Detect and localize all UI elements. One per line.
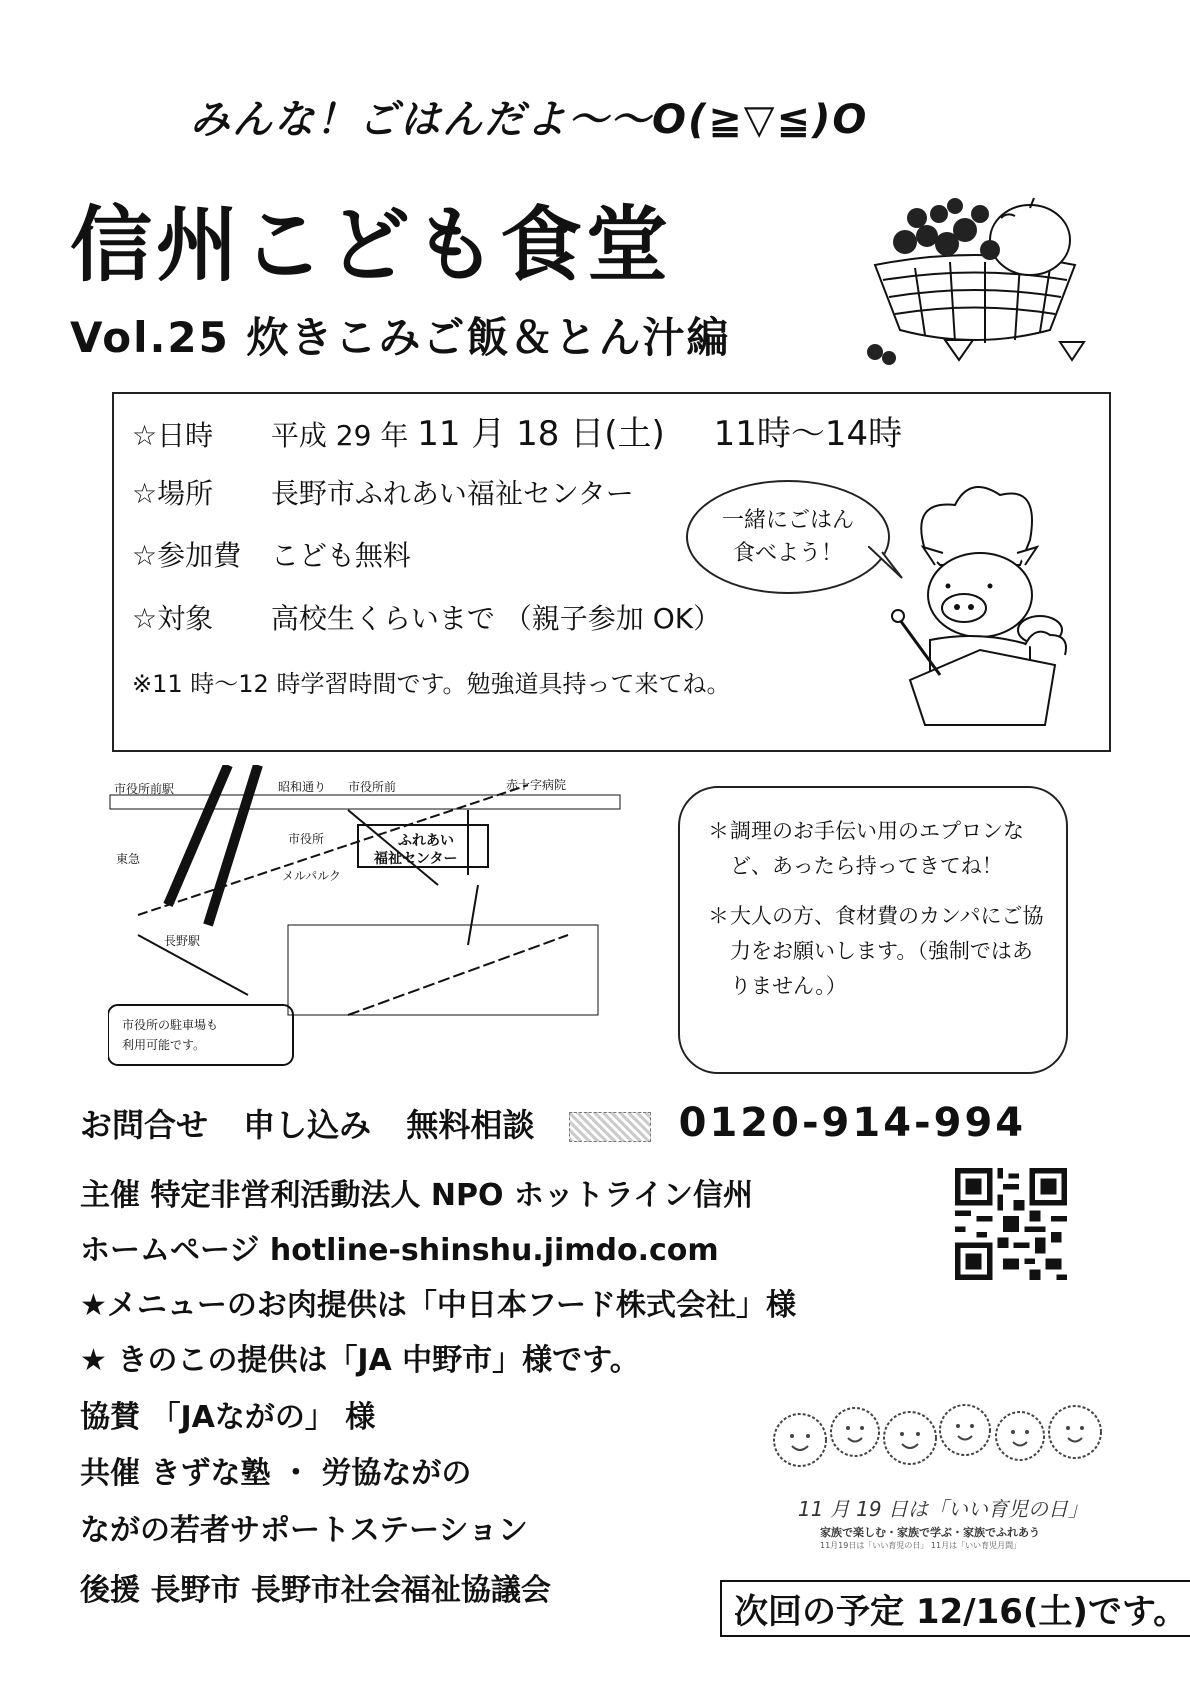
target-label: ☆対象 (132, 602, 214, 635)
place-row (132, 472, 634, 512)
map-label-hospital: 赤十字病院 (506, 778, 567, 792)
map-parking-note-1: 市役所の駐車場も (122, 1018, 219, 1032)
contact-consult: 無料相談 (406, 1106, 535, 1144)
support-line: 後援 長野市 長野市社会福祉協議会 (80, 1573, 551, 1608)
event-time: 11時～14時 (713, 414, 903, 454)
mushroom-sponsor-line: ★ きのこの提供は「JA 中野市」様です。 (80, 1343, 640, 1378)
access-map (108, 765, 623, 1070)
fruit-basket-illustration (855, 180, 1095, 370)
bubble-line-2: 食べよう！ (732, 541, 843, 566)
subtitle: Vol.25 炊きこみご飯＆とん汁編 (70, 313, 731, 362)
map-label-showa-street: 昭和通り (278, 780, 327, 794)
ikuji-day-title: 11 月 19 日は「いい育児の日」 (798, 1497, 1088, 1521)
map-label-tokyu: 東急 (116, 852, 141, 866)
target-row (132, 597, 721, 637)
fee-value: こども無料 (270, 539, 411, 572)
target-value: 高校生くらいまで （親子参加 OK） (270, 602, 722, 635)
free-dial-logo-icon (569, 1112, 651, 1142)
organizer-line: 主催 特定非営利活動法人 NPO ホットライン信州 (80, 1178, 754, 1213)
sponsor-line: 協賛 「JAながの」 様 (80, 1400, 376, 1435)
fee-label: ☆参加費 (132, 539, 242, 572)
tagline: みんな！ごはんだよ～～O(≧▽≦)O (190, 97, 869, 143)
note-apron-text: 調理のお手伝い用のエプロンなど、あったら持ってきてね！ (730, 819, 1024, 878)
homepage-line[interactable]: ホームページ hotline-shinshu.jimdo.com (80, 1233, 719, 1268)
map-label-station-top: 市役所前駅 (114, 782, 175, 796)
note-mark: ＊ (708, 819, 729, 843)
meat-sponsor-line: ★メニューのお肉提供は「中日本フード株式会社」様 (80, 1288, 796, 1323)
page-title: 信州こども食堂 (70, 198, 673, 293)
notes-box (678, 786, 1068, 1074)
date-row (132, 406, 902, 455)
ikuji-day-subtitle: 家族で楽しむ・家族で学ぶ・家族でふれあう (820, 1526, 1040, 1539)
cohost-line-2: ながの若者サポートステーション (80, 1513, 528, 1548)
speech-bubble (686, 480, 890, 594)
map-center-line-1: ふれあい (398, 833, 454, 849)
date-label: ☆日時 (132, 419, 214, 452)
bubble-line-1: 一緒にごはん (721, 508, 854, 533)
contact-line (80, 1100, 1050, 1146)
fee-row (132, 534, 411, 574)
study-note: ※11 時～12 時学習時間です。勉強道具持って来てね。 (132, 670, 731, 698)
next-event: 次回の予定 12/16(土)です。 (720, 1580, 1190, 1637)
cohost-line-1: 共催 きずな塾 ・ 労協ながの (80, 1456, 472, 1491)
map-label-city-hall: 市役所 (288, 832, 325, 846)
qr-code-icon[interactable] (955, 1168, 1067, 1280)
map-label-city-hall-front: 市役所前 (348, 780, 397, 794)
date-prefix: 平成 29 年 (270, 419, 409, 452)
pig-chef-illustration (880, 470, 1090, 730)
phone-number[interactable]: 0120-914-994 (678, 1100, 1027, 1146)
place-label: ☆場所 (132, 477, 214, 510)
note-mark: ＊ (708, 904, 729, 929)
contact-inquiry: お問合せ (80, 1106, 209, 1144)
note-donation-text: 大人の方、食材費のカンパにご協力をお願いします。（強制ではありません。） (730, 904, 1044, 998)
map-label-metropolitan: メルパルク (282, 869, 341, 883)
note-apron (708, 814, 1048, 883)
note-donation (708, 899, 1048, 1003)
date-main: 11 月 18 日(土) (417, 414, 665, 454)
place-value: 長野市ふれあい福祉センター (270, 477, 634, 510)
contact-apply: 申し込み (243, 1106, 372, 1144)
ikuji-day-caption: 11月19日は「いい育児の日」 11月は「いい育児月間」 (820, 1541, 1022, 1550)
map-label-nagano-station: 長野駅 (164, 934, 201, 948)
map-center-line-2: 福祉センター (374, 851, 458, 867)
smiling-faces-illustration (770, 1380, 1110, 1490)
map-parking-note-2: 利用可能です。 (122, 1038, 206, 1052)
